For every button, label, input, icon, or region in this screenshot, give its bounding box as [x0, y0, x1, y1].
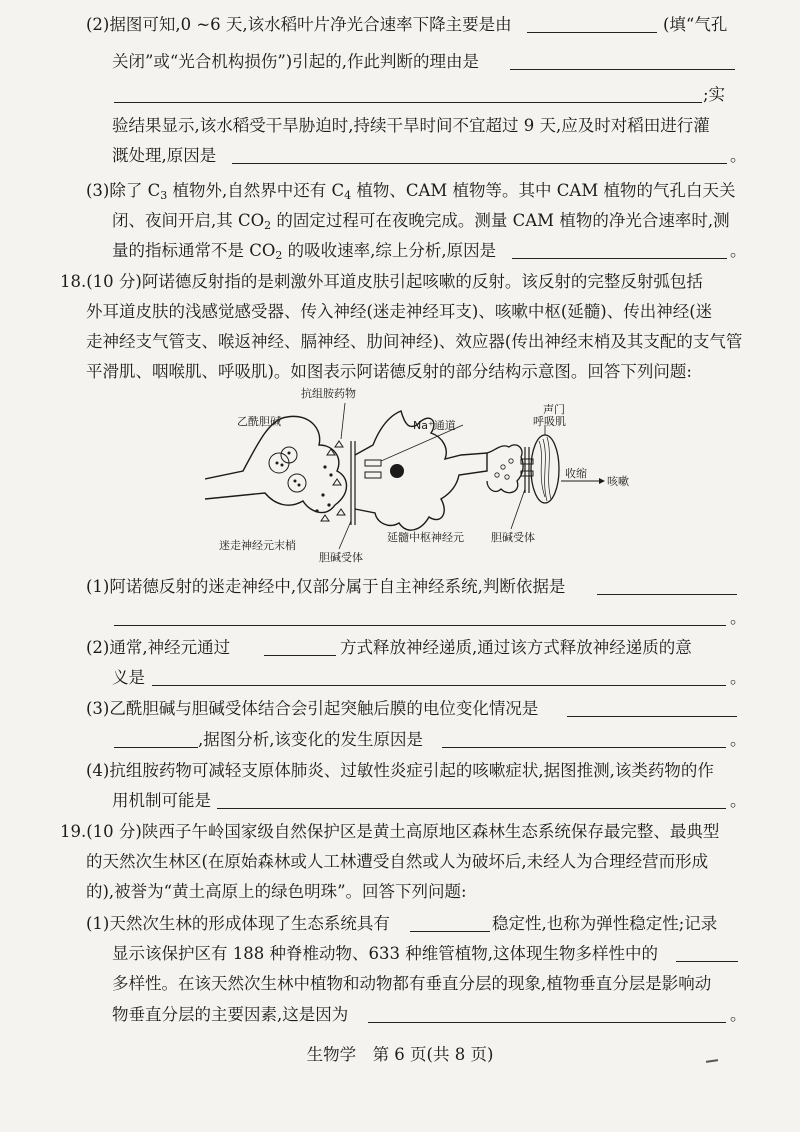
- text: 。: [730, 668, 747, 687]
- text: 义是: [112, 668, 145, 687]
- text: ,据图分析,该变化的发生原因是: [198, 730, 423, 749]
- text: 显示该保护区有 188 种脊椎动物、633 种维管植物,这体现生物多样性中的: [112, 944, 658, 963]
- label-antihistamine: 抗组胺药物: [301, 387, 356, 400]
- label-choline-receptor-2: 胆碱受体: [491, 531, 535, 544]
- answer-blank[interactable]: [512, 242, 727, 259]
- text: (2)据图可知,0 ~6 天,该水稻叶片净光合速率下降主要是由: [86, 15, 512, 34]
- answer-blank[interactable]: [368, 1006, 726, 1023]
- text: 19.(10 分)陕西子午岭国家级自然保护区是黄土高原地区森林生态系统保存最完整、最典型: [60, 822, 720, 841]
- answer-blank[interactable]: [527, 16, 657, 33]
- answer-blank[interactable]: [510, 53, 735, 70]
- answer-blank[interactable]: [217, 792, 726, 809]
- answer-blank[interactable]: [232, 147, 727, 164]
- text: 。: [730, 146, 747, 165]
- text: 。: [730, 1005, 747, 1024]
- answer-blank[interactable]: [152, 669, 726, 686]
- text: 的天然次生林区(在原始森林或人工林遭受自然或人为破坏后,未经人为合理经营而形成: [86, 852, 709, 871]
- label-choline-receptor-1: 胆碱受体: [319, 551, 363, 564]
- text: (1)天然次生林的形成体现了生态系统具有: [86, 914, 390, 933]
- text: (4)抗组胺药物可减轻支原体肺炎、过敏性炎症引起的咳嗽症状,据图推测,该类药物的作: [86, 761, 714, 780]
- text: (1)阿诺德反射的迷走神经中,仅部分属于自主神经系统,判断依据是: [86, 577, 566, 596]
- text: 。: [730, 241, 747, 260]
- text: (2)通常,神经元通过: [86, 638, 231, 657]
- efferent-terminal-shape: [487, 445, 523, 493]
- text: (填“气孔: [663, 15, 728, 34]
- text: 方式释放神经递质,通过该方式释放神经递质的意: [340, 638, 692, 657]
- text: ;实: [703, 85, 726, 104]
- label-medulla-neuron: 延髓中枢神经元: [387, 531, 464, 544]
- text: 外耳道皮肤的浅感觉感受器、传入神经(迷走神经耳支)、咳嗽中枢(延髓)、传出神经(迷: [86, 302, 713, 321]
- answer-blank[interactable]: [676, 945, 738, 962]
- answer-blank[interactable]: [114, 731, 198, 748]
- label-contract: 收缩: [565, 467, 587, 480]
- vagus-terminal-shape: [205, 416, 347, 512]
- reflex-structure-diagram: [205, 385, 660, 565]
- text: 关闭”或“光合机构损伤”)引起的,作此判断的理由是: [112, 52, 479, 71]
- text: 走神经支气管支、喉返神经、膈神经、肋间神经)、效应器(传出神经末梢及其支配的支气管: [86, 332, 743, 351]
- page-footer: 生物学 第 6 页(共 8 页): [306, 1045, 494, 1064]
- label-cough: 咳嗽: [607, 475, 629, 488]
- text: 。: [730, 791, 747, 810]
- label-acetylcholine: 乙酰胆碱: [237, 415, 281, 428]
- answer-blank[interactable]: [114, 86, 702, 103]
- text: 闭、夜间开启,其 $CO_2$ 的固定过程可在夜晚完成。测量 CAM 植物的净光合速率时,测: [112, 211, 730, 232]
- text: 。: [730, 608, 747, 627]
- answer-blank[interactable]: [597, 578, 737, 595]
- text: 。: [730, 730, 747, 749]
- text: 多样性。在该天然次生林中植物和动物都有垂直分层的现象,植物垂直分层是影响动: [112, 974, 712, 993]
- text: 稳定性,也称为弹性稳定性;记录: [492, 914, 718, 933]
- answer-blank[interactable]: [442, 731, 726, 748]
- label-glottis: 声门: [543, 403, 565, 416]
- text: 溉处理,原因是: [112, 146, 217, 165]
- text: (3)乙酰胆碱与胆碱受体结合会引起突触后膜的电位变化情况是: [86, 699, 539, 718]
- text: 18.(10 分)阿诺德反射指的是刺激外耳道皮肤引起咳嗽的反射。该反射的完整反射弧包括: [60, 272, 703, 291]
- label-vagus-terminal: 迷走神经元末梢: [219, 539, 296, 552]
- label-na-channel: Na⁺通道: [413, 419, 456, 432]
- text: 量的指标通常不是 $CO_2$ 的吸收速率,综上分析,原因是: [112, 241, 497, 262]
- text: (3)除了 $C_3$ 植物外,自然界中还有 $C_4$ 植物、CAM 植物等。其中 CAM 植物的气孔白天关: [86, 181, 736, 202]
- text: 用机制可能是: [112, 791, 211, 810]
- answer-blank[interactable]: [410, 915, 490, 932]
- answer-blank[interactable]: [264, 639, 336, 656]
- text: 物垂直分层的主要因素,这是因为: [112, 1005, 349, 1024]
- text: 的),被誉为“黄土高原上的绿色明珠”。回答下列问题:: [86, 882, 467, 901]
- label-resp-muscle: 呼吸肌: [533, 415, 566, 428]
- answer-blank[interactable]: [114, 609, 726, 626]
- answer-blank[interactable]: [567, 700, 737, 717]
- text: 平滑肌、咽喉肌、呼吸肌)。如图表示阿诺德反射的部分结构示意图。回答下列问题:: [86, 362, 692, 381]
- text: 验结果显示,该水稻受干旱胁迫时,持续干旱时间不宜超过 9 天,应及时对稻田进行灌: [112, 116, 710, 135]
